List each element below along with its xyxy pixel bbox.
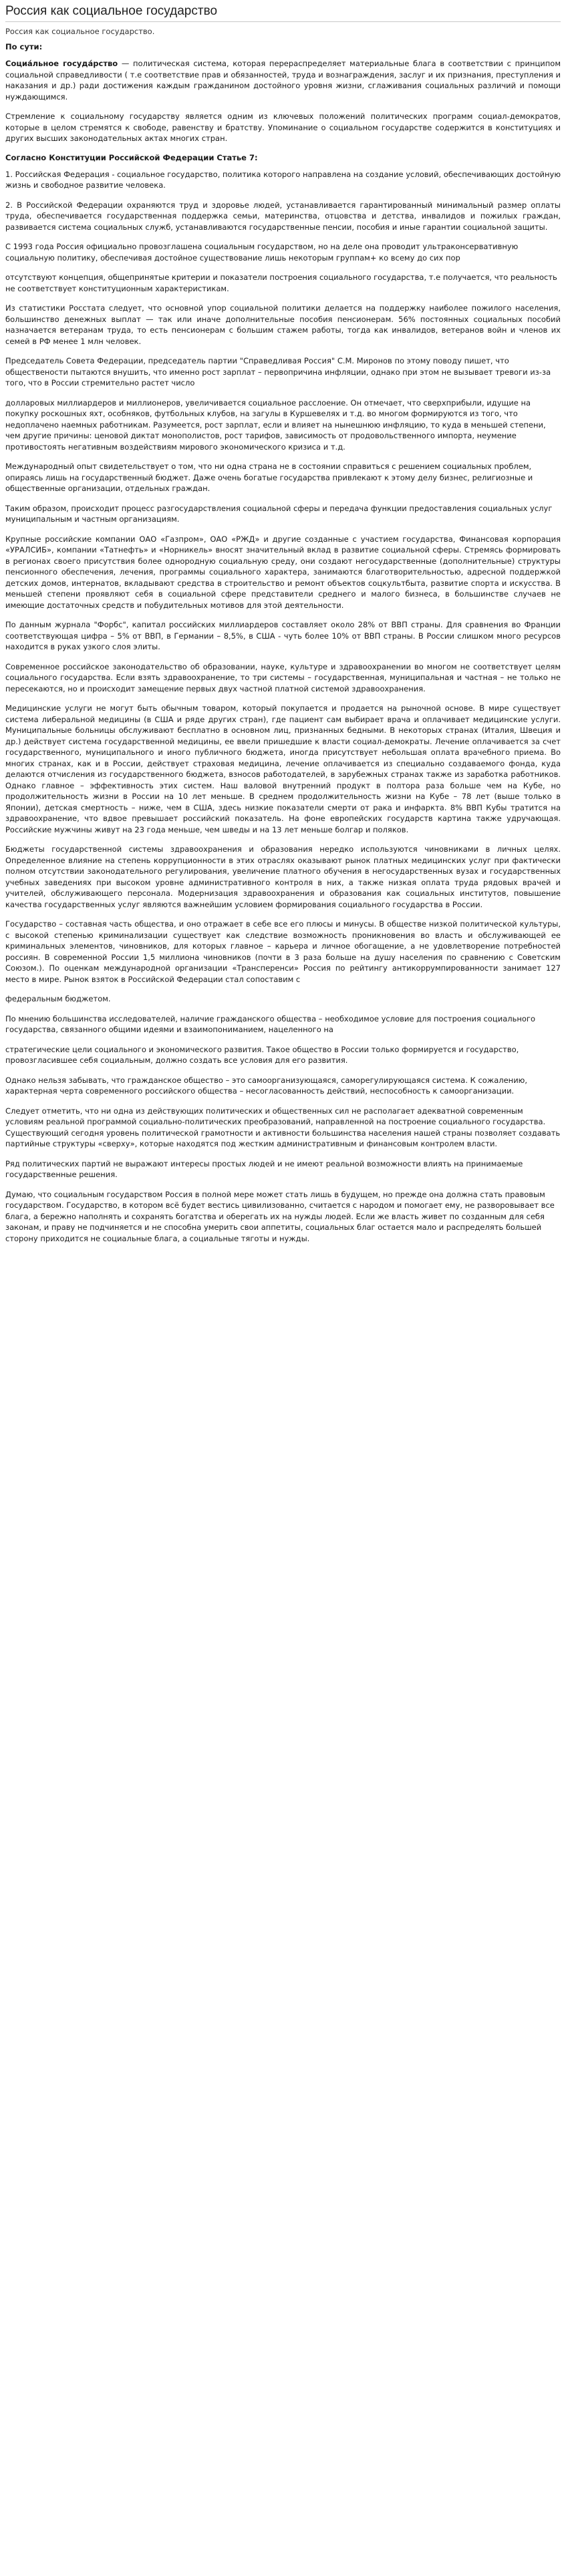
paragraph-1993: С 1993 года Россия официально провозглашена социальным государством, но на деле она проводит ультраконсервативную социальную политику, обеспечивая достойное существование лишь некоторым группам+ ко всему до сих пор — [5, 242, 519, 263]
paragraph-rosstat: Из статистики Росстата следует, что основной упор социальной политики делается на поддержку наиболее пожилого населения, большинство денежных выплат — так или иначе дополнительные пособия пенсионерам. 56% постоянных социальных пособий назначается ветеранам труда, то есть пенсионерам с большим стажем работы, тогда как инвалидов, ветеранов войн и членов их семей в РФ менее 1 млн человек. — [5, 303, 561, 346]
article-7-item-1: 1. Российская Федерация - социальное государство, политика которого направлена на создание условий, обеспечивающих достойную жизнь и свободное развитие человека. — [5, 169, 561, 190]
paragraph-parties: Ряд политических партий не выражают интересы простых людей и не имеют реальной возможности влиять на принимаемые государственные решения. — [5, 1158, 523, 1179]
article-page — [0, 4, 566, 1269]
page-title: Россия как социальное государство — [5, 4, 561, 22]
intro-paragraph — [5, 58, 561, 102]
paragraph-companies: Крупные российские компании ОАО «Газпром», ОАО «РЖД» и другие созданные с участием государства, Финансовая корпорация «УРАЛСИБ», компании «Татнефть» и «Норникель» вносят значительный вклад в развитие социальной сферы. Стремясь формировать в регионах своего присутствия более однородную социальную среду, они создают негосударственные (дополнительные) структуры пенсионного обеспечения, лечения, программы социального характера, занимаются благотворительностью, адресной поддержкой детских домов, интернатов, вкладывают средства в строительство и ремонт объектов соцкультбыта, развитие спорта и искусства. В меньшей степени проявляют себя в социальной сфере представители среднего и малого бизнеса, в большинстве случаев не имеющие достаточных средств и побудительных мотивов для этой деятельности. — [5, 534, 561, 610]
article-7-item-2: 2. В Российской Федерации охраняются труд и здоровье людей, устанавливается гарантированный минимальный размер оплаты труда, обеспечивается государственная поддержка семьи, материнства, отцовства и детства, инвалидов и пожилых граждан, развивается система социальных служб, устанавливаются государственные пенсии, пособия и иные гарантии социальной защиты. — [5, 200, 561, 232]
paragraph-billionaires: долларовых миллиардеров и миллионеров, увеличивается социальное расслоение. Он отмечает, что сверхприбыли, идущие на покупку роскошных яхт, особняков, футбольных клубов, на загулы в Куршевелях и т.д. во многом формируются из того, что недоплачено наемных работникам. Разумеется, рост зарплат, если и влияет на нынешнюю инфляцию, то куда в меньшей степени, чем другие причины: ценовой диктат монополистов, рост тарифов, зависимость от продовольственного импорта, неумение противостоять негативным воздействиям мирового экономического кризиса и т.д. — [5, 397, 546, 452]
paragraph-civil-society: По мнению большинства исследователей, наличие гражданского общества – необходимое условие для построения социального государства, связанного общими идеями и взаимопониманием, нацеленного на — [5, 1013, 536, 1034]
paragraph-forbes: По данным журнала "Форбс", капитал российских миллиардеров составляет около 28% от ВВП страны. Для сравнения во Франции соответствующая цифра – 5% от ВВП, в Германии – 8,5%, в США - чуть более 10% от ВВП страны. В России слишком много ресурсов находится в руках узкого слоя элиты. — [5, 620, 561, 651]
paragraph-no-forces: Следует отметить, что ни одна из действующих политических и общественных сил не располагает адекватной современным условиям реальной программой социально-политических преобразований, направленной на построение социального государства. Существующий сегодня уровень политической грамотности и активности большинства населения нашей страны позволяет создавать партийные структуры «сверху», которые находятся под жестким административным и финансовым контролем власти. — [5, 1106, 561, 1148]
paragraph-medicine: Медицинские услуги не могут быть обычным товаром, который покупается и продается на рыночной основе. В мире существует система либеральной медицины (в США и ряде других стран), где пациент сам выбирает врача и оплачивает медицинские услуги. Муниципальные больницы обслуживают бесплатно в основном лиц, признанных бедными. В некоторых странах (Италия, Швеция и др.) действует система государственной медицины, ее ввели пришедшие к власти социал-демократы. Лечение оплачивается за счет государственного, муниципального и иного публичного бюджета, иногда присутствует небольшая оплата врачебного приема. Во многих странах, как и в России, действует страховая медицина, лечение оплачивается из специально создаваемого фонда, куда делаются отчисления из государственного бюджета, взносов работодателей, в зарубежных странах также из заработка работников. Однако главное – эффективность этих систем. Наш валовой внутренний продукт в полтора раза больше чем на Кубе, но продолжительность жизни в России на 10 лет меньше. В среднем продолжительность жизни на Кубе – 78 лет (выше только в Японии), детская смертность – ниже, чем в США, здесь низкие показатели смерти от рака и инфаркта. 8% ВВП Кубы тратится на здравоохранение, что вдвое превышает российский показатель. На фоне европейских государств картина также удручающая. Российские мужчины живут на 23 года меньше, чем шведы и на 13 лет меньше болгар и поляков. — [5, 703, 561, 834]
paragraph-state: Государство – составная часть общества, и оно отражает в себе все его плюсы и минусы. В обществе низкой политической культуры, с высокой степенью криминализации существует как следствие возможность проникновения во власть и обслуживающей ее криминальных элементов, чиновников, для которых главное – карьера и личное обогащение, а не удовлетворение потребностей россиян. В современной России 1,5 миллиона чиновников (почти в 3 раза больше на душу населения по сравнению с Советским Союзом.). По оценкам международной организации «Трансперенси» Россия по рейтингу антикоррумпированности занимает 127 место в мире. Рынок взяток в Российской Федерации стал сопоставим с — [5, 919, 561, 984]
paragraph-conclusion: Думаю, что социальным государством Россия в полной мере может стать лишь в будущем, но прежде она должна стать правовым государством. Государство, в котором всё будет вестись цивилизованно, считается с народом и помогает ему, не разворовывает все блага, а бережно наполнять и сохранять богатства и оберегать их на нужды людей. Если же власть живет по созданным для себя законам, и праву не подчиняется и не способна умерить свои аппетиты, социальных благ остается мало и распределять большей сторону приходится не социальные блага, а социальные тяготы и нужды. — [5, 1189, 555, 1243]
paragraph-budgets: Бюджеты государственной системы здравоохранения и образования нередко используются чиновниками в личных целях. Определенное влияние на степень коррупционности в этих отраслях оказывают рынок платных медицинских услуг при фактически полном отсутствии законодательного регулирования, увеличение платного обучения в негосударственных вузах и государственных учебных заведениях при высоком уровне административного контроля в них, а также низкая оплата труда рядовых врачей и учителей, обслуживающего персонала. Модернизация здравоохранения и образования как социальных институтов, повышение качества государственных услуг являются важнейшим условием формирования социального государства в России. — [5, 844, 561, 909]
paragraph-aspiration: Стремление к социальному государству является одним из ключевых положений политических программ социал-демократов, которые в целом стремятся к свободе, равенству и братству. Упоминание о социальном государстве содержится в конституциях и других высших законодательных актах многих стран. — [5, 112, 561, 143]
intro-text: — политическая система, которая перераспределяет материальные блага в соответствии с принципом социальной справедливости ( т.е соответствие прав и обязанностей, труда и вознаграждения, заслуг и их признания, преступления и наказания и др.) ради достижения каждым гражданином достойного уровня жизни, сглаживания социальных различий и помощи нуждающимся. — [5, 59, 561, 102]
essence-label: По сути: — [5, 42, 43, 51]
paragraph-legislation: Современное российское законодательство об образовании, науке, культуре и здравоохранении во многом не соответствует целям социального государства. Если взять здравоохранение, то три системы – государственная, муниципальная и частная – не только не пересекаются, но и происходит замещение первых двух частной платной системой здравоохранения. — [5, 661, 561, 693]
paragraph-strategic: стратегические цели социального и экономического развития. Такое общество в России только формируется и государство, провозгласившее себя социальным, должно создать все условия для его развития. — [5, 1044, 519, 1065]
paragraph-international: Международный опыт свидетельствует о том, что ни одна страна не в состоянии справиться с решением социальных проблем, опираясь лишь на государственный бюджет. Даже очень богатые государства привлекают к этому делу бизнес, религиозные и общественные организации, отдельных граждан. — [5, 462, 533, 493]
paragraph-federal: федеральным бюджетом. — [5, 994, 111, 1003]
paragraph-mironov: Председатель Совета Федерации, председатель партии "Справедливая Россия" С.М. Миронов по этому поводу пишет, что обществености пытаются внушить, что именно рост зарплат – первопричина инфляции, однако при этом не вызывает тревоги из-за того, что в России стремительно растет число — [5, 356, 551, 387]
page-subtitle: Россия как социальное государство. — [5, 27, 155, 36]
paragraph-forget: Однако нельзя забывать, что гражданское общество – это самоорганизующаяся, саморегулирующаяся система. К сожалению, характерная черта современного российского общества – несогласованность действий, неспособность к самоорганизации. — [5, 1075, 528, 1096]
constitution-heading: Согласно Конституции Российской Федерации Статье 7: — [5, 152, 258, 162]
paragraph-thus: Таким образом, происходит процесс разгосударствления социальной сферы и передача функции предоставления социальных услуг муниципальным и частным организациям. — [5, 503, 553, 524]
intro-term: Социа́льное госуда́рство — [5, 59, 118, 68]
paragraph-absence: отсутствуют концепция, общепринятые критерии и показатели построения социального государства, т.е получается, что реальность не соответствует конституционным характеристикам. — [5, 273, 557, 293]
